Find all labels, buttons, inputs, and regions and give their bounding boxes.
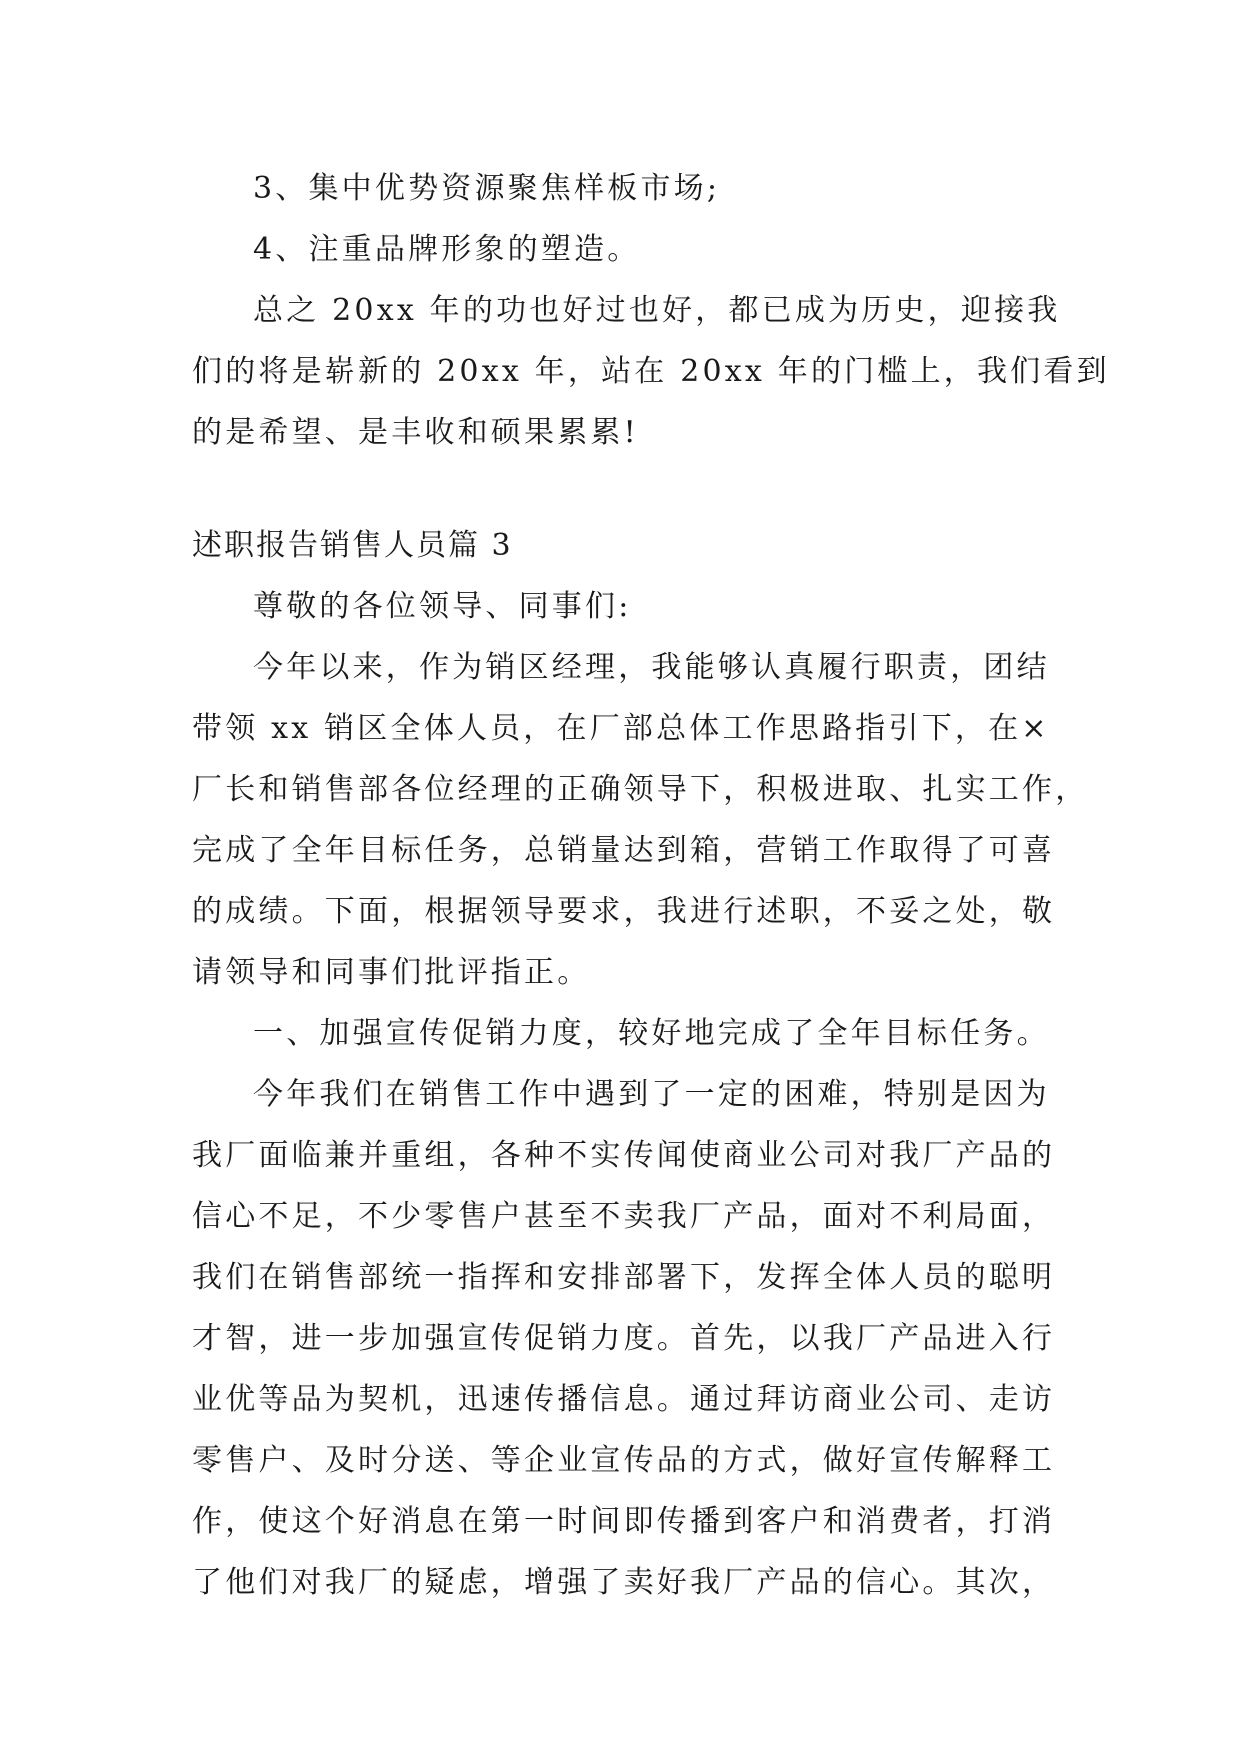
para2-line-4: 我们在销售部统一指挥和安排部署下，发挥全体人员的聪明 — [192, 1260, 1056, 1295]
point-1-heading: 一、加强宣传促销力度，较好地完成了全年目标任务。 — [253, 1016, 1050, 1051]
para2-line-6: 业优等品为契机，迅速传播信息。通过拜访商业公司、走访 — [192, 1382, 1056, 1417]
list-item-3: 3、集中优势资源聚焦样板市场; — [253, 171, 721, 206]
para2-line-3: 信心不足，不少零售户甚至不卖我厂产品，面对不利局面， — [192, 1199, 1056, 1234]
section-heading: 述职报告销售人员篇 3 — [192, 528, 513, 563]
para2-line-8: 作，使这个好消息在第一时间即传播到客户和消费者，打消 — [192, 1504, 1056, 1539]
list-item-4: 4、注重品牌形象的塑造。 — [253, 232, 641, 267]
para1-line-5: 的成绩。下面，根据领导要求，我进行述职，不妥之处，敬 — [192, 894, 1056, 929]
greeting: 尊敬的各位领导、同事们: — [253, 589, 632, 624]
document-page — [192, 158, 1110, 1613]
para2-line-5: 才智，进一步加强宣传促销力度。首先，以我厂产品进入行 — [192, 1321, 1056, 1356]
para1-line-6: 请领导和同事们批评指正。 — [192, 955, 591, 990]
para2-line-2: 我厂面临兼并重组，各种不实传闻使商业公司对我厂产品的 — [192, 1138, 1056, 1173]
para1-line-2: 带领 xx 销区全体人员，在厂部总体工作思路指引下，在× — [192, 711, 1050, 746]
para1-line-3: 厂长和销售部各位经理的正确领导下，积极进取、扎实工作， — [192, 772, 1089, 807]
para2-line-1: 今年我们在销售工作中遇到了一定的困难，特别是因为 — [253, 1077, 1050, 1112]
conclusion-line-2: 们的将是崭新的 20xx 年，站在 20xx 年的门槛上，我们看到 — [192, 354, 1110, 389]
para2-line-7: 零售户、及时分送、等企业宣传品的方式，做好宣传解释工 — [192, 1443, 1056, 1478]
para2-line-9: 了他们对我厂的疑虑，增强了卖好我厂产品的信心。其次， — [192, 1565, 1056, 1600]
para1-line-4: 完成了全年目标任务，总销量达到箱，营销工作取得了可喜 — [192, 833, 1056, 868]
para1-line-1: 今年以来，作为销区经理，我能够认真履行职责，团结 — [253, 650, 1050, 685]
conclusion-line-1: 总之 20xx 年的功也好过也好，都已成为历史，迎接我 — [253, 293, 1061, 328]
conclusion-line-3: 的是希望、是丰收和硕果累累! — [192, 415, 639, 450]
